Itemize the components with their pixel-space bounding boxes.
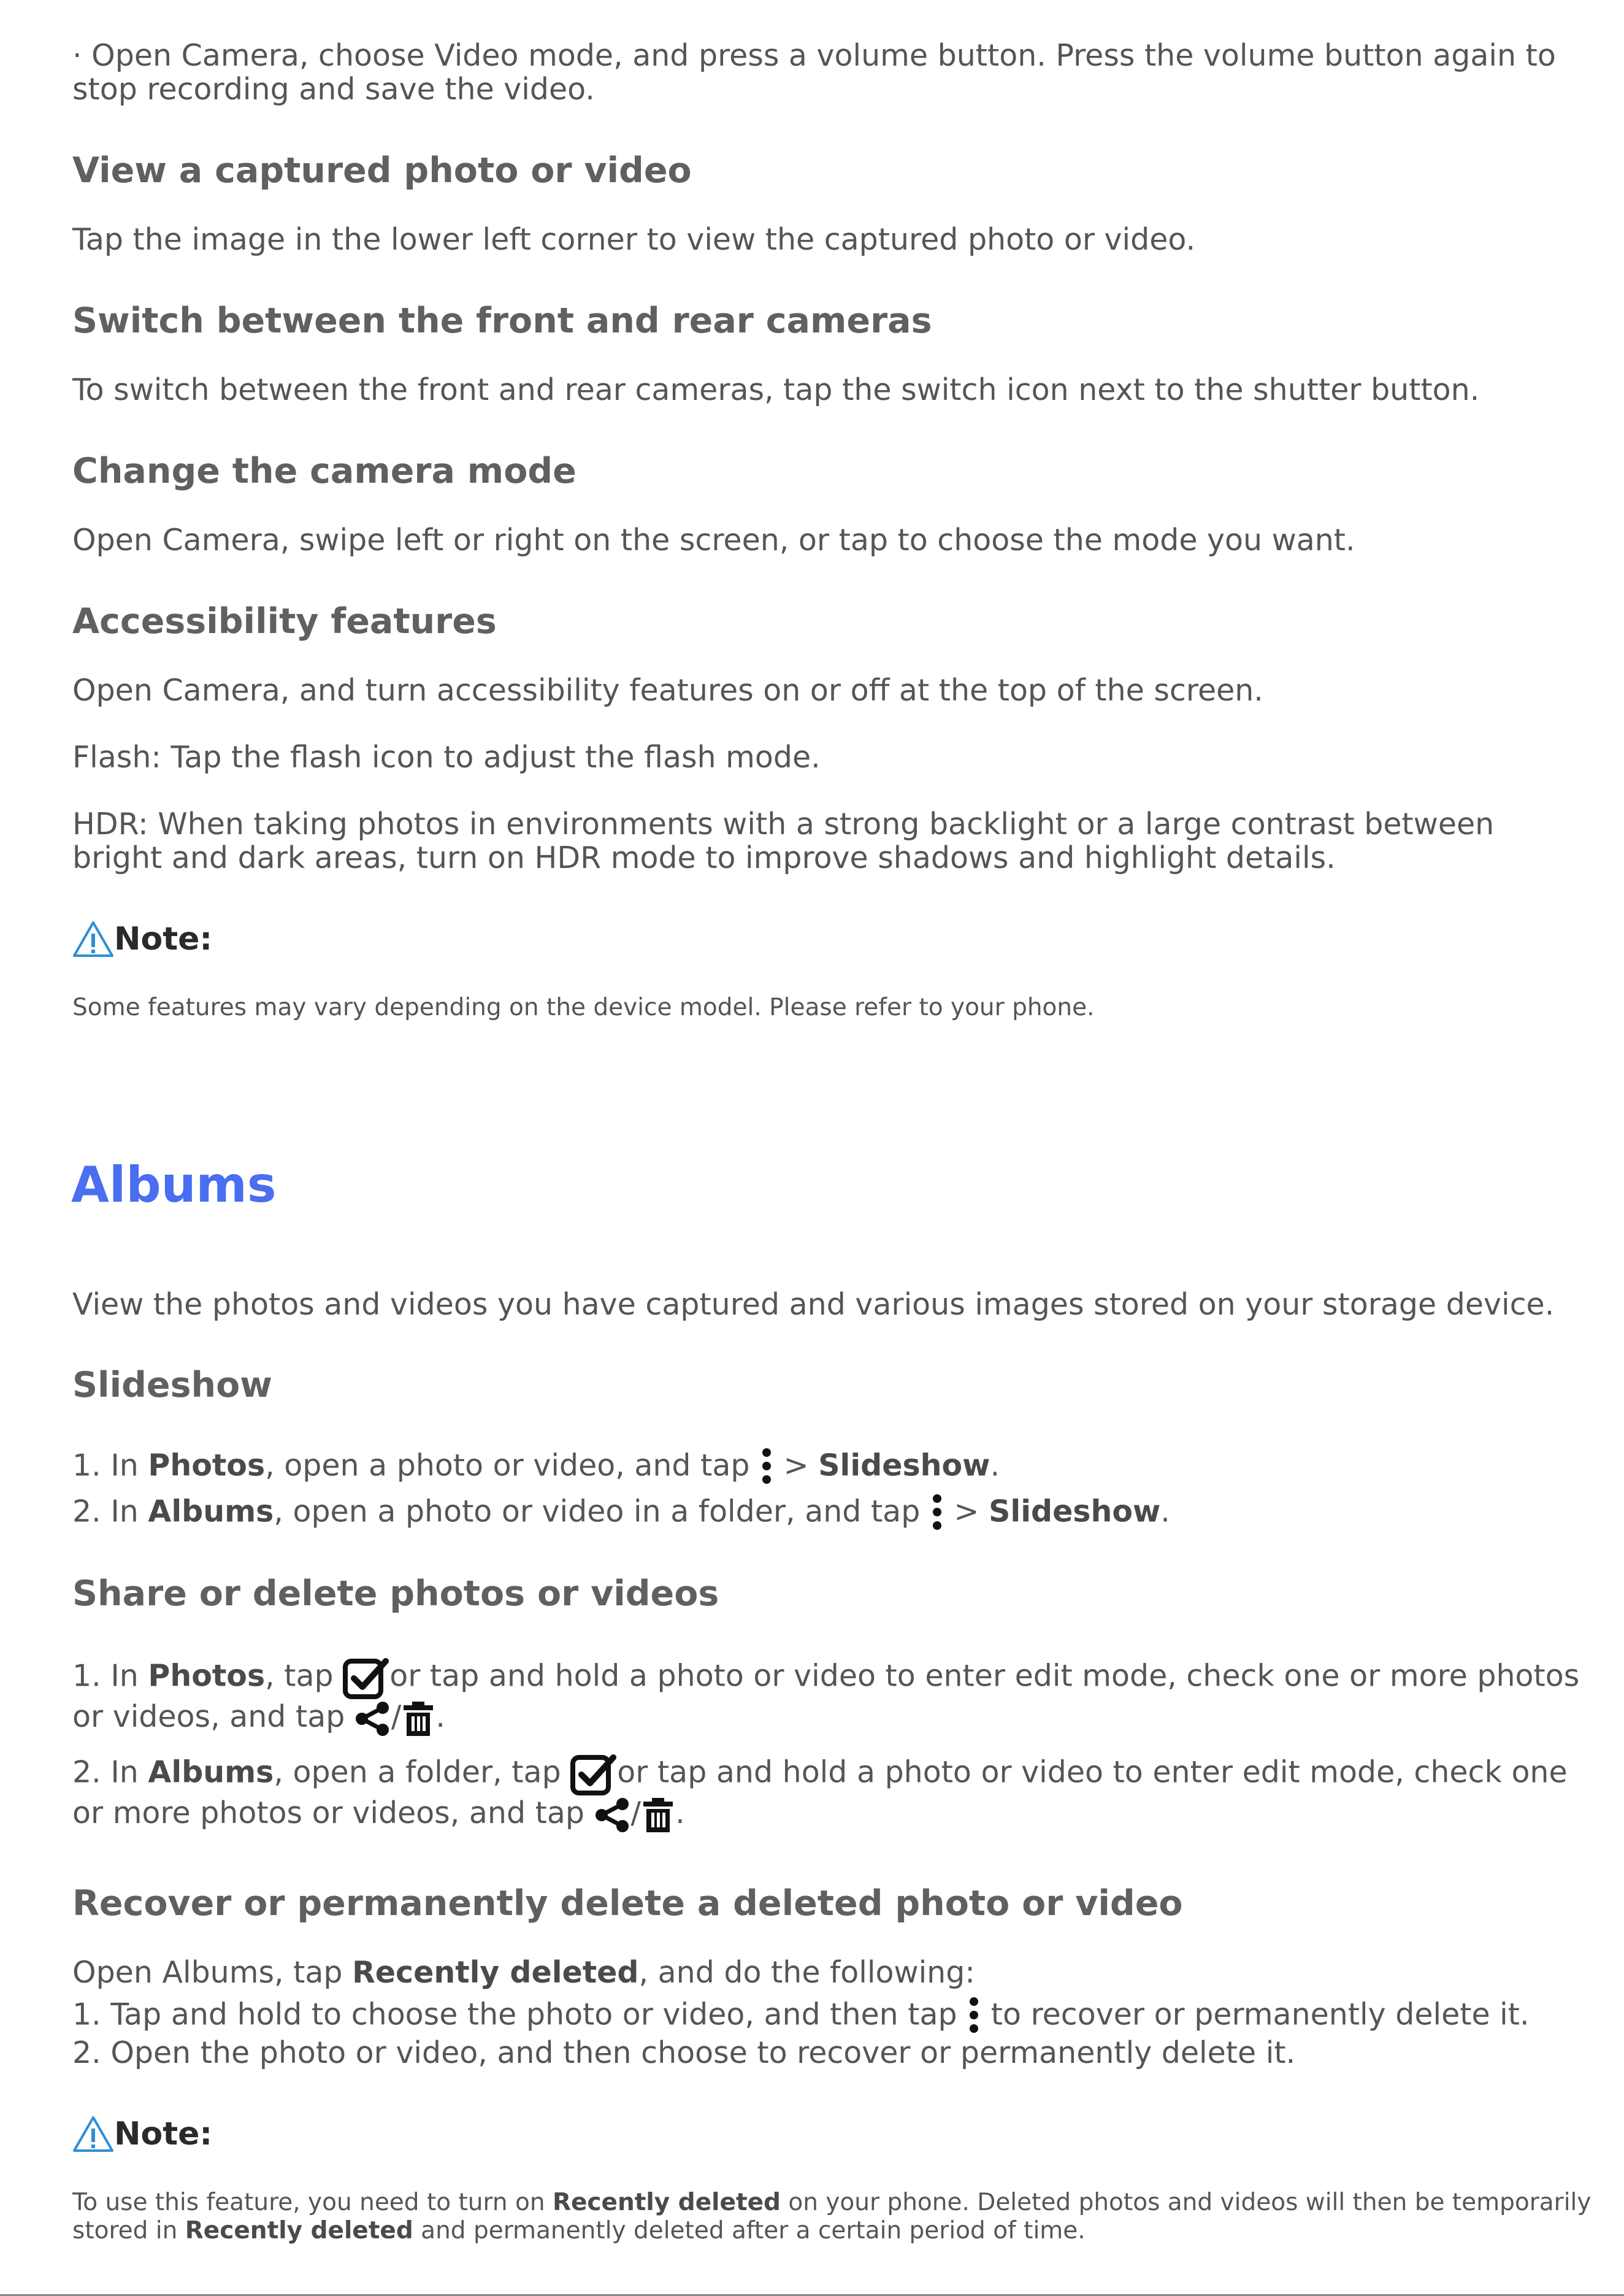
flash-text: Flash: Tap the flash icon to adjust the flash mode. xyxy=(72,740,821,775)
note-2-line-1: To use this feature, you need to turn on Recently deleted on your phone. Deleted photos and videos will then be temporarily xyxy=(72,2189,1591,2216)
intro-line-1: · Open Camera, choose Video mode, and press a volume button. Press the volume button again to xyxy=(72,38,1556,73)
note-2 xyxy=(72,2115,212,2153)
hdr-line-1: HDR: When taking photos in environments with a strong backlight or a large contrast between xyxy=(72,807,1495,842)
warning-triangle-icon xyxy=(72,2115,114,2153)
share-step-2-line-2: or more photos or videos, and tap / . xyxy=(72,1795,685,1833)
accessibility-heading: Accessibility features xyxy=(72,601,497,642)
trash-icon xyxy=(641,1797,675,1833)
share-step-1-line-1: 1. In Photos, tap or tap and hold a photo or video to enter edit mode, check one or more photos xyxy=(72,1656,1579,1699)
share-step-2-line-1: 2. In Albums, open a folder, tap or tap and hold a photo or video to enter edit mode, check one xyxy=(72,1753,1568,1795)
slideshow-step-1: 1. In Photos, open a photo or video, and tap > Slideshow. xyxy=(72,1448,1000,1487)
more-vertical-icon xyxy=(930,1494,944,1533)
share-icon xyxy=(354,1700,391,1737)
note-label: Note: xyxy=(114,2116,213,2152)
checkbox-select-icon xyxy=(343,1656,389,1699)
recover-intro: Open Albums, tap Recently deleted, and do the following: xyxy=(72,1955,975,1990)
albums-intro: View the photos and videos you have captured and various images stored on your storage device. xyxy=(72,1287,1555,1322)
recover-step-2: 2. Open the photo or video, and then choose to recover or permanently delete it. xyxy=(72,2035,1296,2070)
intro-line-2: stop recording and save the video. xyxy=(72,72,595,107)
slideshow-step-2: 2. In Albums, open a photo or video in a folder, and tap > Slideshow. xyxy=(72,1494,1170,1533)
trash-icon xyxy=(401,1700,435,1737)
checkbox-select-icon xyxy=(570,1753,617,1795)
albums-title: Albums xyxy=(71,1156,277,1213)
view-photo-text: Tap the image in the lower left corner to view the captured photo or video. xyxy=(72,222,1196,257)
warning-triangle-icon xyxy=(72,920,114,958)
share-step-1-line-2: or videos, and tap / . xyxy=(72,1699,445,1737)
recover-heading: Recover or permanently delete a deleted photo or video xyxy=(72,1883,1183,1924)
note-label: Note: xyxy=(114,921,213,958)
more-vertical-icon xyxy=(967,1997,981,2036)
share-delete-heading: Share or delete photos or videos xyxy=(72,1573,719,1614)
more-vertical-icon xyxy=(759,1448,774,1487)
hdr-line-2: bright and dark areas, turn on HDR mode to improve shadows and highlight details. xyxy=(72,840,1336,875)
camera-mode-text: Open Camera, swipe left or right on the screen, or tap to choose the mode you want. xyxy=(72,523,1355,558)
recover-step-1: 1. Tap and hold to choose the photo or video, and then tap to recover or permanently delete it. xyxy=(72,1997,1530,2036)
share-icon xyxy=(594,1797,631,1833)
note-2-line-2: stored in Recently deleted and permanently deleted after a certain period of time. xyxy=(72,2217,1086,2244)
note-1 xyxy=(72,920,212,958)
switch-cameras-heading: Switch between the front and rear cameras xyxy=(72,301,932,341)
camera-mode-heading: Change the camera mode xyxy=(72,451,576,491)
view-photo-heading: View a captured photo or video xyxy=(72,150,692,191)
slideshow-heading: Slideshow xyxy=(72,1365,272,1405)
switch-cameras-text: To switch between the front and rear cameras, tap the switch icon next to the shutter button. xyxy=(72,372,1480,407)
note-1-text: Some features may vary depending on the device model. Please refer to your phone. xyxy=(72,994,1095,1021)
accessibility-text: Open Camera, and turn accessibility features on or off at the top of the screen. xyxy=(72,673,1263,708)
